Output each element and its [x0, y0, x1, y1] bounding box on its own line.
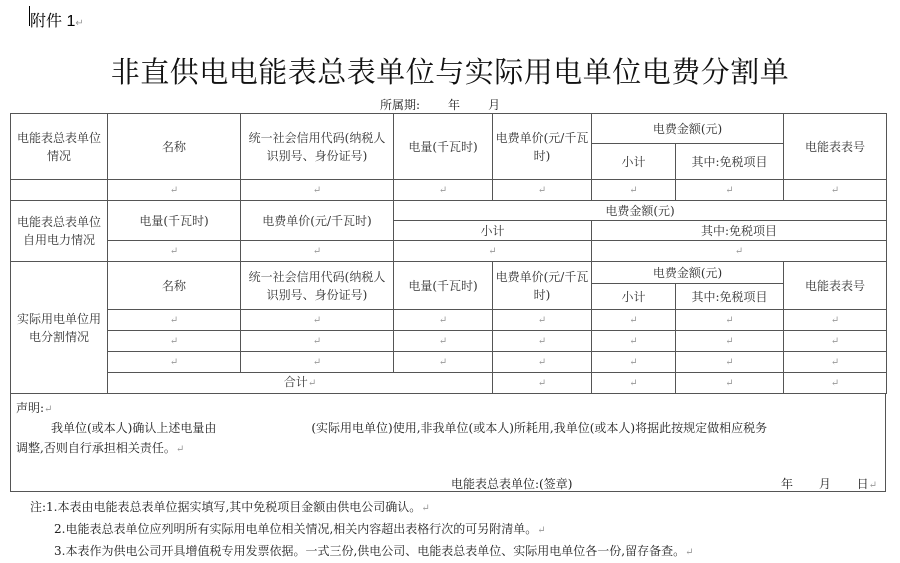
s2-col-kwh: 电量(千瓦时) [108, 201, 241, 241]
total-label: 合计↵ [108, 373, 493, 394]
s3-name-cell[interactable]: ↵ [108, 331, 241, 352]
total-kwh-cell[interactable]: ↵ [493, 373, 592, 394]
s1-credit-cell[interactable]: ↵ [241, 180, 394, 201]
allocation-table [10, 113, 887, 394]
s3-credit-cell[interactable]: ↵ [241, 310, 394, 331]
s3-name-cell[interactable]: ↵ [108, 310, 241, 331]
signature-date: 年 月 日↵ [781, 477, 878, 491]
s3-col-taxfree: 其中:免税项目 [676, 284, 784, 310]
s2-col-amount: 电费金额(元) [394, 201, 887, 221]
s1-col-credit-code: 统一社会信用代码(纳税人识别号、身份证号) [241, 114, 394, 180]
signature-label: 电能表总表单位:(签章) [451, 477, 573, 491]
s2-col-price: 电费单价(元/千瓦时) [241, 201, 394, 241]
s3-name-cell[interactable]: ↵ [108, 352, 241, 373]
notes [30, 497, 693, 563]
s3-col-amount: 电费金额(元) [592, 262, 784, 284]
s1-col-taxfree: 其中:免税项目 [676, 144, 784, 180]
total-price-cell[interactable]: ↵ [592, 373, 676, 394]
s1-col-kwh: 电量(千瓦时) [394, 114, 493, 180]
s3-col-kwh: 电量(千瓦时) [394, 262, 493, 310]
s1-row-header: 电能表总表单位情况 [11, 114, 108, 180]
note-2: 2.电能表总表单位应列明所有实际用电单位相关情况,相关内容超出表格行次的可另附清单。↵ [54, 522, 546, 536]
s3-meter-cell[interactable]: ↵ [784, 352, 887, 373]
period-line: 所属期: 年 月 [380, 98, 501, 112]
note-3: 3.本表作为供电公司开具增值税专用发票依据。一式三份,供电公司、电能表总表单位、实际用电单位各一份,留存备查。↵ [54, 544, 694, 558]
s1-subtotal-cell[interactable]: ↵ [592, 180, 676, 201]
s3-price-cell[interactable]: ↵ [493, 310, 592, 331]
table-row [11, 352, 887, 373]
s1-blank [11, 180, 108, 201]
declaration-line1: 我单位(或本人)确认上述电量由 (实际用电单位)使用,非我单位(或本人)所耗用,我单位(或本人)将据此按规定做相应税务 [51, 421, 768, 435]
s2-subtotal-cell[interactable]: ↵ [394, 241, 592, 262]
table-row [11, 331, 887, 352]
s2-kwh-cell[interactable]: ↵ [108, 241, 241, 262]
s3-taxfree-cell[interactable]: ↵ [676, 331, 784, 352]
s3-meter-cell[interactable]: ↵ [784, 310, 887, 331]
note-1: 注:1.本表由电能表总表单位据实填写,其中免税项目金额由供电公司确认。↵ [30, 500, 430, 514]
s3-kwh-cell[interactable]: ↵ [394, 352, 493, 373]
s3-credit-cell[interactable]: ↵ [241, 331, 394, 352]
s1-price-cell[interactable]: ↵ [493, 180, 592, 201]
s1-meter-cell[interactable]: ↵ [784, 180, 887, 201]
s1-name-cell[interactable]: ↵ [108, 180, 241, 201]
s2-col-subtotal: 小计 [394, 221, 592, 241]
declaration-box [10, 393, 886, 492]
s2-row-header: 电能表总表单位自用电力情况 [11, 201, 108, 262]
total-taxfree-cell[interactable]: ↵ [784, 373, 887, 394]
s1-col-price: 电费单价(元/千瓦时) [493, 114, 592, 180]
s1-taxfree-cell[interactable]: ↵ [676, 180, 784, 201]
declaration-heading: 声明:↵ [16, 401, 53, 415]
attachment-label: 附件 1↵ [30, 13, 84, 30]
s3-credit-cell[interactable]: ↵ [241, 352, 394, 373]
s3-col-name: 名称 [108, 262, 241, 310]
s1-col-name: 名称 [108, 114, 241, 180]
s3-meter-cell[interactable]: ↵ [784, 331, 887, 352]
s3-col-subtotal: 小计 [592, 284, 676, 310]
s2-taxfree-cell[interactable]: ↵ [592, 241, 887, 262]
s3-kwh-cell[interactable]: ↵ [394, 331, 493, 352]
s3-col-credit-code: 统一社会信用代码(纳税人识别号、身份证号) [241, 262, 394, 310]
s3-subtotal-cell[interactable]: ↵ [592, 331, 676, 352]
s3-kwh-cell[interactable]: ↵ [394, 310, 493, 331]
s1-kwh-cell[interactable]: ↵ [394, 180, 493, 201]
s1-col-amount: 电费金额(元) [592, 114, 784, 144]
s3-subtotal-cell[interactable]: ↵ [592, 352, 676, 373]
s3-row-header: 实际用电单位用电分割情况 [11, 262, 108, 394]
s3-price-cell[interactable]: ↵ [493, 352, 592, 373]
declaration-line2: 调整,否则自行承担相关责任。↵ [16, 441, 185, 455]
s3-col-price: 电费单价(元/千瓦时) [493, 262, 592, 310]
s2-price-cell[interactable]: ↵ [241, 241, 394, 262]
s3-taxfree-cell[interactable]: ↵ [676, 352, 784, 373]
page-title: 非直供电电能表总表单位与实际用电单位电费分割单 [110, 55, 790, 89]
s3-col-meter: 电能表表号 [784, 262, 887, 310]
s1-col-subtotal: 小计 [592, 144, 676, 180]
table-row [11, 310, 887, 331]
s3-price-cell[interactable]: ↵ [493, 331, 592, 352]
s3-subtotal-cell[interactable]: ↵ [592, 310, 676, 331]
total-subtotal-cell[interactable]: ↵ [676, 373, 784, 394]
s3-taxfree-cell[interactable]: ↵ [676, 310, 784, 331]
total-row [11, 373, 887, 394]
s1-col-meter: 电能表表号 [784, 114, 887, 180]
s2-col-taxfree: 其中:免税项目 [592, 221, 887, 241]
